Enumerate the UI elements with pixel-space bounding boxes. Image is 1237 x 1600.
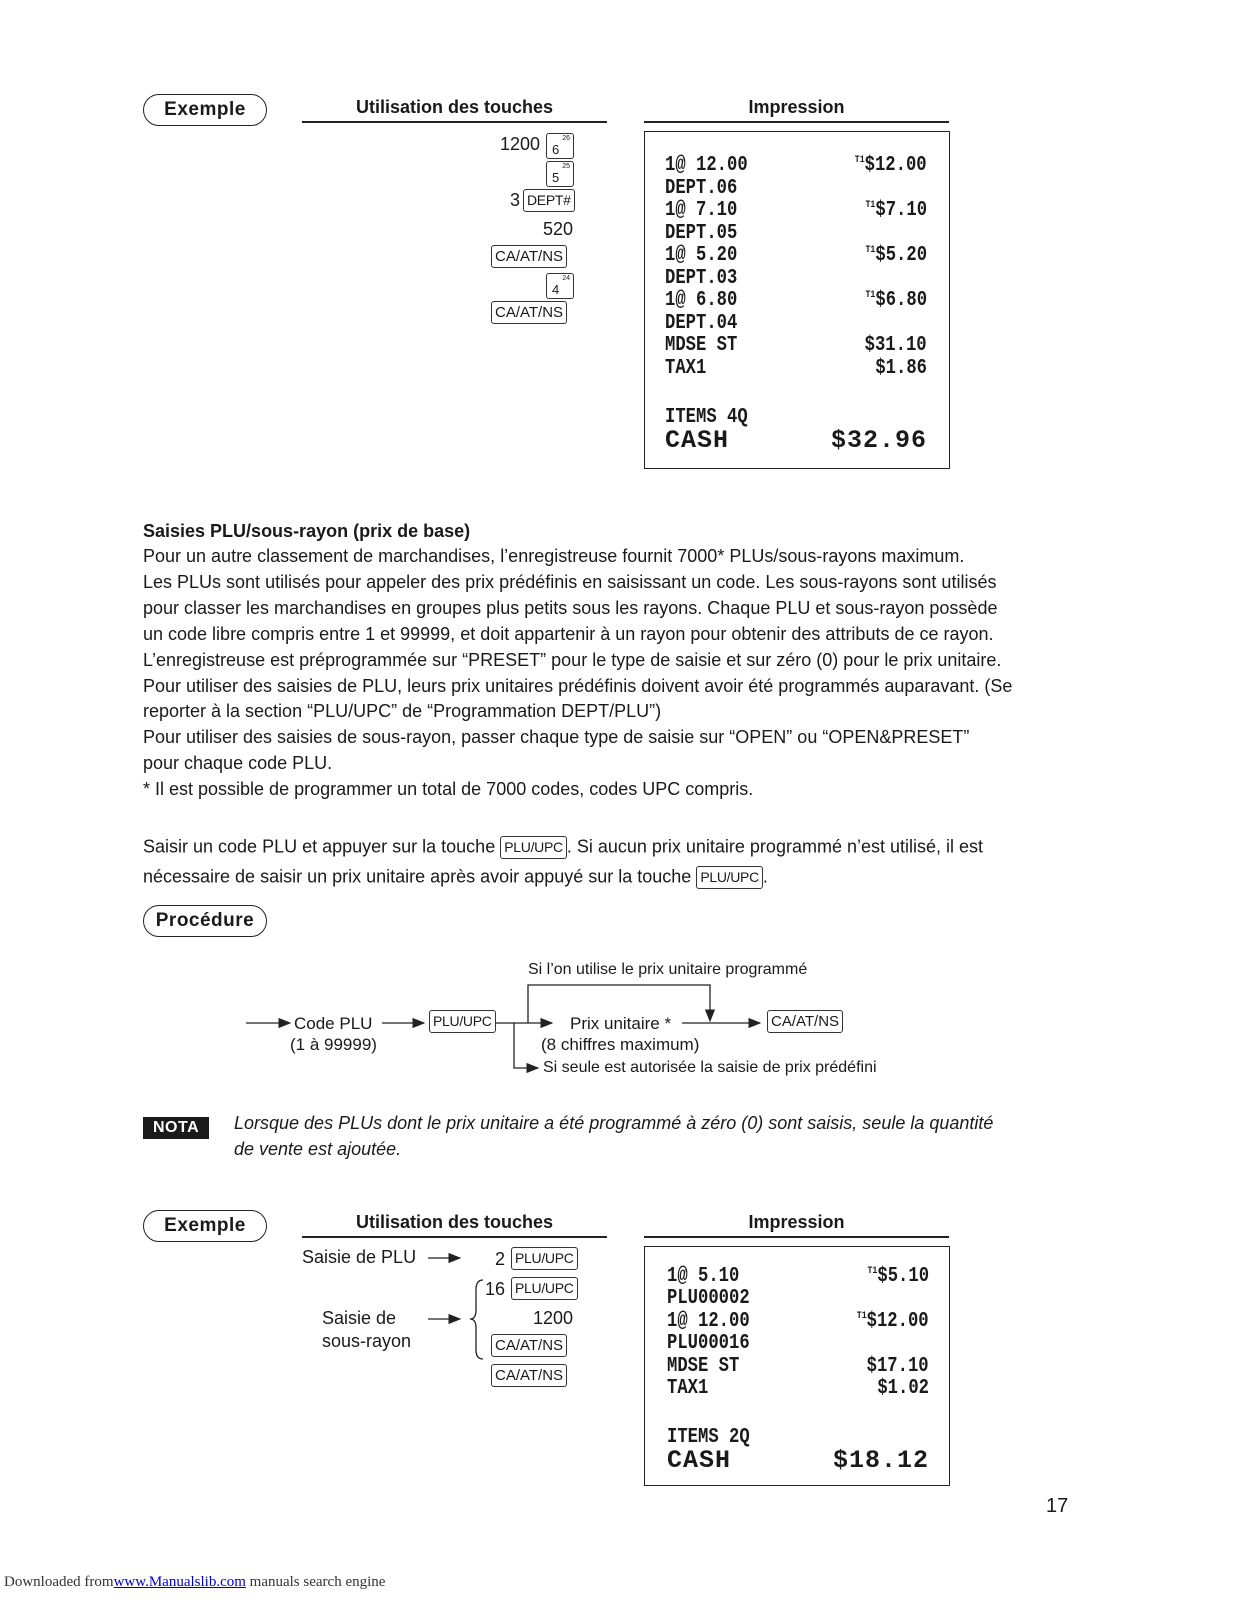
receipt-line: 1@ 5.10 — [667, 1265, 740, 1288]
print-header: Impression — [748, 97, 845, 117]
paragraph-line: Les PLUs sont utilisés pour appeler des prix prédéfinis en saisissant un code. Les sous-rayons sont utilisés — [143, 571, 997, 592]
example-label: Exemple — [143, 94, 267, 126]
receipt-amount: $^{T1}$\$7.10 — [865, 199, 927, 222]
flow-cash-key: CA/AT/NS — [767, 1010, 843, 1033]
receipt-line: DEPT.06 — [665, 177, 738, 200]
key-dept-5: 5 25 — [546, 161, 574, 187]
key-ca-at-ns: CA/AT/NS — [491, 1334, 567, 1357]
receipt-amount: $^{T1}$\$12.00 — [857, 1310, 929, 1333]
entry-number: 3 — [509, 190, 520, 210]
receipt-amount: $^{T1}$\$5.10 — [867, 1265, 929, 1288]
receipt-line: 1@ 6.80 — [665, 289, 738, 312]
key-plu-upc: PLU/UPC — [511, 1247, 578, 1270]
plu-upc-key: PLU/UPC — [500, 836, 567, 859]
receipt-amount: $^{T1}$\$5.20 — [865, 244, 927, 267]
receipt-amount: $17.10 — [866, 1355, 929, 1378]
nota-line-2: de vente est ajoutée. — [234, 1139, 402, 1159]
key-ca-at-ns: CA/AT/NS — [491, 1364, 567, 1387]
receipt-line: 1@ 12.00 — [665, 154, 748, 177]
plu-upc-key: PLU/UPC — [696, 866, 763, 889]
receipt-line: 1@ 5.20 — [665, 244, 738, 267]
receipt-items: ITEMS 2Q — [667, 1426, 750, 1449]
receipt-line: PLU00002 — [667, 1287, 750, 1310]
paragraph-line: L’enregistreuse est préprogrammée sur “PRESET” pour le type de saisie et sur zéro (0) pour le prix unitaire. — [143, 649, 1002, 670]
key-dept-hash: DEPT# — [523, 189, 575, 212]
instruction-line-1: Saisir un code PLU et appuyer sur la touche PLU/UPC . Si aucun prix unitaire programmé n’est utilisé, il est — [143, 836, 983, 859]
flow-plu-key: PLU/UPC — [429, 1010, 496, 1033]
flow-unit-price: Prix unitaire * — [570, 1014, 672, 1033]
receipt-amount: $^{T1}$\$6.80 — [865, 289, 927, 312]
key-dept-4: 4 24 — [546, 273, 574, 299]
paragraph-line: pour chaque code PLU. — [143, 753, 333, 774]
entry-number: 1200 — [532, 1308, 573, 1328]
receipt-cash-label: CASH — [667, 1446, 732, 1475]
receipt-amount: $31.10 — [864, 334, 927, 357]
receipt-amount: $1.86 — [875, 357, 927, 380]
example-label: Exemple — [143, 1210, 267, 1242]
procedure-label: Procédure — [143, 905, 267, 937]
sub-entry-label: Saisie de — [322, 1308, 397, 1328]
paragraph-line: Pour utiliser des saisies de sous-rayon, passer chaque type de saisie sur “OPEN” ou “OPEN&PRESET” — [143, 727, 970, 748]
receipt-cash-label: CASH — [665, 426, 730, 455]
paragraph-line: reporter à la section “PLU/UPC” de “Programmation DEPT/PLU”) — [143, 701, 662, 722]
paragraph-line: * Il est possible de programmer un total de 7000 codes, codes UPC compris. — [143, 779, 754, 800]
receipt-line: 1@ 12.00 — [667, 1310, 750, 1333]
flow-note-bottom: Si seule est autorisée la saisie de prix prédéfini — [543, 1059, 877, 1076]
receipt-items: ITEMS 4Q — [665, 406, 748, 429]
footer-credit: Downloaded fromwww.Manualslib.com manuals search engine — [4, 1574, 386, 1590]
print-header: Impression — [748, 1212, 845, 1232]
receipt-line: MDSE ST — [667, 1355, 740, 1378]
receipt-amount: $^{T1}$\$12.00 — [855, 154, 927, 177]
paragraph-line: pour classer les marchandises en groupes plus petits sous les rayons. Chaque PLU et sous-rayon possède — [143, 597, 998, 618]
receipt-line: 1@ 7.10 — [665, 199, 738, 222]
receipt-line: DEPT.04 — [665, 312, 738, 335]
sub-entry-label: sous-rayon — [322, 1331, 412, 1351]
flow-note-top: Si l’on utilise le prix unitaire programmé — [528, 961, 808, 978]
plu-entry-label: Saisie de PLU — [302, 1247, 417, 1267]
receipt-cash-value: $32.96 — [830, 426, 927, 455]
receipt-2 — [644, 1246, 950, 1486]
receipt-line: MDSE ST — [665, 334, 738, 357]
keys-header: Utilisation des touches — [355, 1212, 554, 1232]
receipt-line: TAX1 — [665, 357, 707, 380]
receipt-line: PLU00016 — [667, 1332, 750, 1355]
paragraph-line: Pour utiliser des saisies de PLU, leurs prix unitaires prédéfinis doivent avoir été programmés auparavant. (Se — [143, 675, 1013, 696]
nota-badge: NOTA — [143, 1117, 209, 1139]
receipt-line: DEPT.05 — [665, 222, 738, 245]
page-number: 17 — [1046, 1495, 1069, 1517]
flow-unit-digits: (8 chiffres maximum) — [541, 1035, 700, 1054]
keys-header: Utilisation des touches — [355, 97, 554, 117]
key-dept-6: 6 26 — [546, 133, 574, 159]
entry-number: 1200 — [499, 134, 540, 154]
nota-line-1: Lorsque des PLUs dont le prix unitaire a été programmé à zéro (0) sont saisis, seule la quantité — [234, 1113, 994, 1133]
receipt-line: DEPT.03 — [665, 267, 738, 290]
key-ca-at-ns: CA/AT/NS — [491, 245, 567, 268]
receipt-cash-value: $18.12 — [832, 1446, 929, 1475]
entry-number: 16 — [484, 1279, 505, 1299]
entry-number: 2 — [494, 1249, 505, 1269]
receipt-line: TAX1 — [667, 1377, 709, 1400]
manualslib-link[interactable]: www.Manualslib.com — [113, 1574, 246, 1590]
entry-number: 520 — [542, 219, 573, 239]
flow-code-plu: Code PLU — [294, 1014, 373, 1033]
paragraph-line: Pour un autre classement de marchandises, l’enregistreuse fournit 7000* PLUs/sous-rayons maximum. — [143, 546, 965, 566]
instruction-line-2: nécessaire de saisir un prix unitaire après avoir appuyé sur la touche PLU/UPC . — [143, 866, 768, 889]
key-ca-at-ns: CA/AT/NS — [491, 301, 567, 324]
section-title: Saisies PLU/sous-rayon (prix de base) — [143, 521, 471, 541]
flow-code-range: (1 à 99999) — [290, 1035, 377, 1054]
paragraph-line: un code libre compris entre 1 et 99999, et doit appartenir à un rayon pour obtenir des attributs de ce rayon. — [143, 623, 994, 644]
receipt-amount: $1.02 — [877, 1377, 929, 1400]
key-plu-upc: PLU/UPC — [511, 1277, 578, 1300]
